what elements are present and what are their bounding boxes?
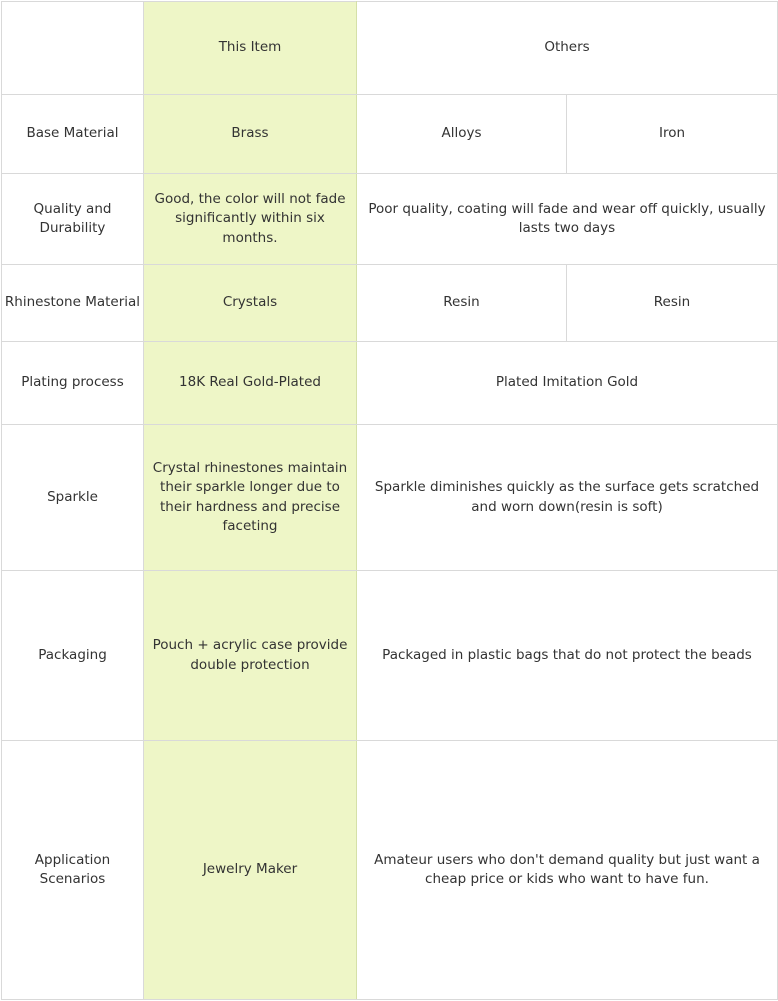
table-row-quality bbox=[2, 174, 778, 265]
row-label: Sparkle bbox=[2, 425, 144, 571]
corner-cell bbox=[2, 2, 144, 95]
this-item-value: Crystal rhinestones maintain their sparkle longer due to their hardness and precise faceting bbox=[144, 425, 357, 571]
table-row-sparkle bbox=[2, 425, 778, 571]
row-label: Rhinestone Material bbox=[2, 265, 144, 342]
row-label: Base Material bbox=[2, 95, 144, 174]
this-item-value: Jewelry Maker bbox=[144, 741, 357, 1000]
row-label: Plating process bbox=[2, 342, 144, 425]
table-row-base-material bbox=[2, 95, 778, 174]
table-row-plating-process bbox=[2, 342, 778, 425]
others-value: Amateur users who don't demand quality but just want a cheap price or kids who want to have fun. bbox=[357, 741, 778, 1000]
this-item-value: Crystals bbox=[144, 265, 357, 342]
others-value: Iron bbox=[567, 95, 778, 174]
others-header: Others bbox=[357, 2, 778, 95]
table-row-rhinestone-material bbox=[2, 265, 778, 342]
table-row-application-scenarios bbox=[2, 741, 778, 1000]
table-row-packaging bbox=[2, 571, 778, 741]
others-value: Resin bbox=[567, 265, 778, 342]
this-item-value: Brass bbox=[144, 95, 357, 174]
this-item-value: Good, the color will not fade significantly within six months. bbox=[144, 174, 357, 265]
comparison-table bbox=[1, 1, 778, 1000]
this-item-header: This Item bbox=[144, 2, 357, 95]
others-value: Plated Imitation Gold bbox=[357, 342, 778, 425]
this-item-value: Pouch + acrylic case provide double protection bbox=[144, 571, 357, 741]
others-value: Alloys bbox=[357, 95, 567, 174]
row-label: Quality and Durability bbox=[2, 174, 144, 265]
others-value: Sparkle diminishes quickly as the surface gets scratched and worn down(resin is soft) bbox=[357, 425, 778, 571]
row-label: Packaging bbox=[2, 571, 144, 741]
this-item-value: 18K Real Gold-Plated bbox=[144, 342, 357, 425]
table-header-row bbox=[2, 2, 778, 95]
others-value: Poor quality, coating will fade and wear off quickly, usually lasts two days bbox=[357, 174, 778, 265]
row-label: Application Scenarios bbox=[2, 741, 144, 1000]
others-value: Resin bbox=[357, 265, 567, 342]
others-value: Packaged in plastic bags that do not protect the beads bbox=[357, 571, 778, 741]
